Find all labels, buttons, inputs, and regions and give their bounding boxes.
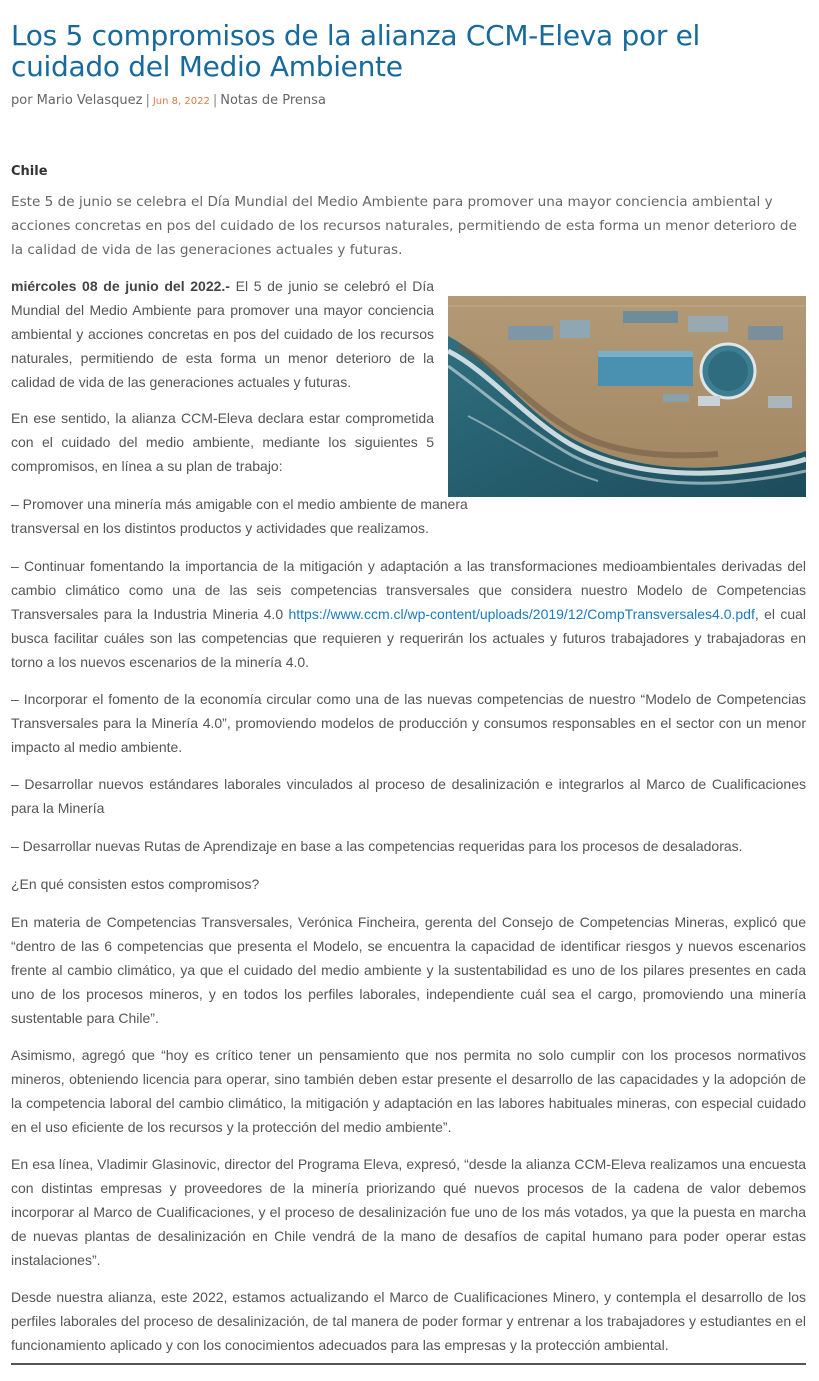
lead-paragraph [11, 274, 434, 394]
category-link[interactable]: Notas de Prensa [220, 93, 326, 108]
competencias-pdf-link[interactable]: https://www.ccm.cl/wp-content/uploads/2019/12/CompTransversales4.0.pdf [288, 606, 755, 622]
desalination-plant-photo [448, 296, 806, 497]
body-paragraph: Asimismo, agregó que “hoy es crítico tener un pensamiento que nos permita no solo cumplir con los procesos normativos mineros, obteniendo licencia para operar, sino también deben estar presente el desarrollo de las capacidades y la adopción de la competencia laboral del cambio climático, la mitigación y adaptación en las labores habituales mineras, con especial cuidado en el uso eficiente de los recursos y la protección del medio ambiente”. [11, 1047, 806, 1135]
lead-text: El 5 de junio se celebró el Día Mundial del Medio Ambiente para promover una mayor conciencia ambiental y acciones concretas en pos del cuidado de los recursos naturales, permitiendo de esta forma un menor deterioro de la calidad de vida de las generaciones actuales y futuras. [11, 278, 435, 390]
commitment-text: – Continuar fomentando la importancia de la mitigación y adaptación a las transformaciones medioambientales derivadas del cambio climático como una de las seis competencias transversales que considera nuestro Modelo de Competencias Transversales para la Industria Mineria 4.0 [11, 558, 806, 622]
body-paragraph: En materia de Competencias Transversales, Verónica Fincheira, gerenta del Consejo de Competencias Mineras, explicó que “dentro de las 6 competencias que presenta el Modelo, se encuentra la capacidad de identificar riesgos y nuevos escenarios frente al cambio climático, ya que el cuidado del medio ambiente y la sustentabilidad es uno de los pilares presentes en cada uno de los procesos mineros, y en todos los perfiles laborales, independiente cuál sea el cargo, promoviendo una minería sustentable para Chile”. [11, 914, 806, 1026]
commitment-item: – Desarrollar nuevas Rutas de Aprendizaje en base a las competencias requeridas para los procesos de desaladoras. [11, 838, 743, 854]
article-title: Los 5 compromisos de la alianza CCM-Eleva por el cuidado del Medio Ambiente [11, 19, 701, 83]
commitment-item: – Desarrollar nuevos estándares laborales vinculados al proceso de desalinización e integrarlos al Marco de Cualificaciones para la Minería [11, 776, 806, 816]
commitment-item [11, 554, 806, 674]
meta-separator: | [145, 93, 150, 108]
meta-separator: | [212, 93, 218, 108]
post-date: Jun 8, 2022 [152, 96, 210, 107]
author-link[interactable]: por Mario Velasquez [11, 93, 143, 108]
commitment-text: , el cual busca facilitar cuáles son las competencias que requieren y requerirán los actuales y futuros trabajadores y trabajadoras en torno a los nuevos escenarios de la minería 4.0. [11, 606, 807, 670]
post-meta [11, 93, 326, 108]
subheading-question: ¿En qué consisten estos compromisos? [11, 876, 260, 892]
body-paragraph: Desde nuestra alianza, este 2022, estamos actualizando el Marco de Cualificaciones Minero, y contempla el desarrollo de los perfiles laborales del proceso de desalinización, de tal manera de poder formar y entrenar a los trabajadores y estudiantes en el funcionamiento aplicado y con los conocimientos adecuados para las empresas y la protección ambiental. [11, 1289, 806, 1353]
lead-date: miércoles 08 de junio del 2022.- [11, 278, 230, 294]
commitment-item: – Promover una minería más amigable con el medio ambiente de manera transversal en los distintos productos y actividades que realizamos. [11, 496, 468, 536]
intro-paragraph: Este 5 de junio se celebra el Día Mundial del Medio Ambiente para promover una mayor conciencia ambiental y acciones concretas en pos del cuidado de los recursos naturales, permitiendo de esta forma un menor deterioro de la calidad de vida de las generaciones actuales y futuras. [11, 194, 797, 258]
body-paragraph: En esa línea, Vladimir Glasinovic, director del Programa Eleva, expresó, “desde la alianza CCM-Eleva realizamos una encuesta con distintas empresas y proveedores de la minería priorizando qué nuevos procesos de la cadena de valor debemos incorporar al Marco de Cualificaciones, y el proceso de desalinización fue uno de los más votados, ya que la puesta en marcha de nuevas plantas de desalinización en Chile vendrá de la mano de desafíos de capital humano para poder operar estas instalaciones”. [11, 1156, 806, 1268]
body-paragraph: En ese sentido, la alianza CCM-Eleva declara estar comprometida con el cuidado del medio ambiente, mediante los siguientes 5 compromisos, en línea a su plan de trabajo: [11, 410, 434, 474]
bottom-divider [11, 1363, 806, 1365]
section-label: Chile [11, 164, 48, 179]
commitment-item: – Incorporar el fomento de la economía circular como una de las nuevas competencias de nuestro “Modelo de Competencias Transversales para la Minería 4.0”, promoviendo modelos de producción y consumos responsables en el sector con un menor impacto al medio ambiente. [11, 691, 806, 755]
